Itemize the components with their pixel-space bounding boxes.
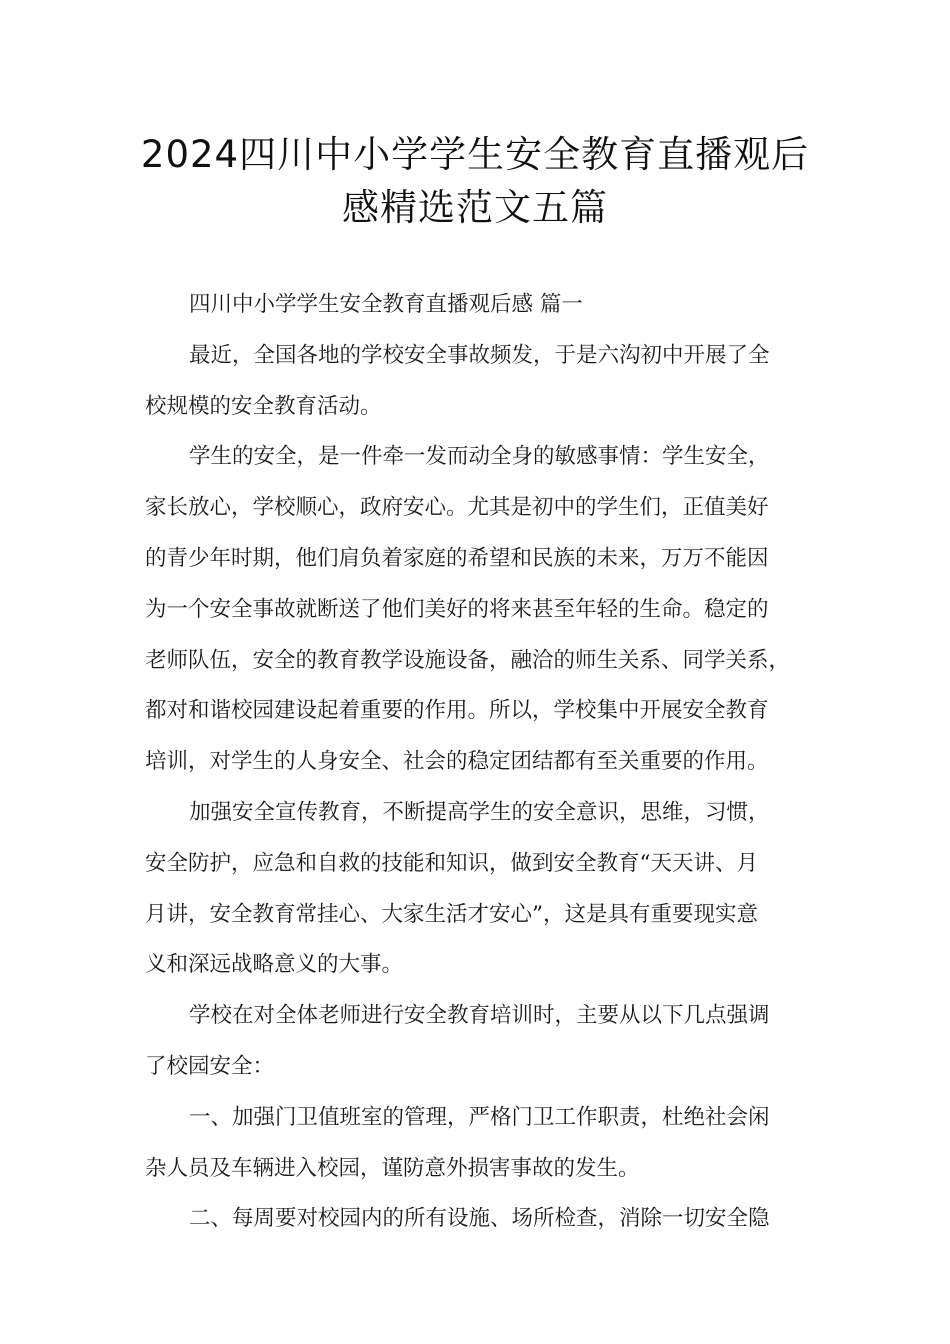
paragraph-line: 的青少年时期，他们肩负着家庭的希望和民族的未来，万万不能因 (145, 545, 769, 571)
paragraph-line: 了校园安全： (145, 1053, 275, 1079)
paragraph-line: 学生的安全，是一件牵一发而动全身的敏感事情：学生安全， (189, 444, 770, 470)
paragraph-line: 一、加强门卫值班室的管理，严格门卫工作职责，杜绝社会闲 (189, 1104, 770, 1130)
paragraph-line: 培训，对学生的人身安全、社会的稳定团结都有至关重要的作用。 (145, 749, 769, 775)
paragraph-line: 杂人员及车辆进入校园，谨防意外损害事故的发生。 (145, 1155, 640, 1181)
document-body (145, 280, 817, 1245)
section-subheading: 四川中小学学生安全教育直播观后感 篇一 (189, 292, 583, 317)
paragraph-line: 二、每周要对校园内的所有设施、场所检查，消除一切安全隐 (189, 1206, 770, 1232)
paragraph-line: 为一个安全事故就断送了他们美好的将来甚至年轻的生命。稳定的 (145, 596, 769, 622)
document-title (100, 128, 850, 234)
paragraph-line: 安全防护，应急和自救的技能和知识，做到安全教育“天天讲、月 (145, 850, 758, 876)
paragraph-line: 家长放心，学校顺心，政府安心。尤其是初中的学生们，正值美好 (145, 495, 769, 521)
paragraph-line: 加强安全宣传教育，不断提高学生的安全意识，思维，习惯， (189, 799, 770, 825)
title-line-2: 感精选范文五篇 (342, 186, 608, 229)
paragraph-line: 学校在对全体老师进行安全教育培训时，主要从以下几点强调 (189, 1003, 770, 1029)
paragraph-line: 最近，全国各地的学校安全事故频发，于是六沟初中开展了全 (189, 342, 770, 368)
paragraph-line: 都对和谐校园建设起着重要的作用。所以，学校集中开展安全教育 (145, 698, 769, 724)
title-line-1: 2024四川中小学学生安全教育直播观后 (140, 133, 810, 176)
paragraph-line: 老师队伍，安全的教育教学设施设备，融洽的师生关系、同学关系， (145, 647, 791, 673)
paragraph-line: 月讲，安全教育常挂心、大家生活才安心”，这是具有重要现实意 (145, 901, 758, 927)
paragraph-line: 义和深远战略意义的大事。 (145, 952, 404, 978)
paragraph-line: 校规模的安全教育活动。 (145, 393, 382, 419)
